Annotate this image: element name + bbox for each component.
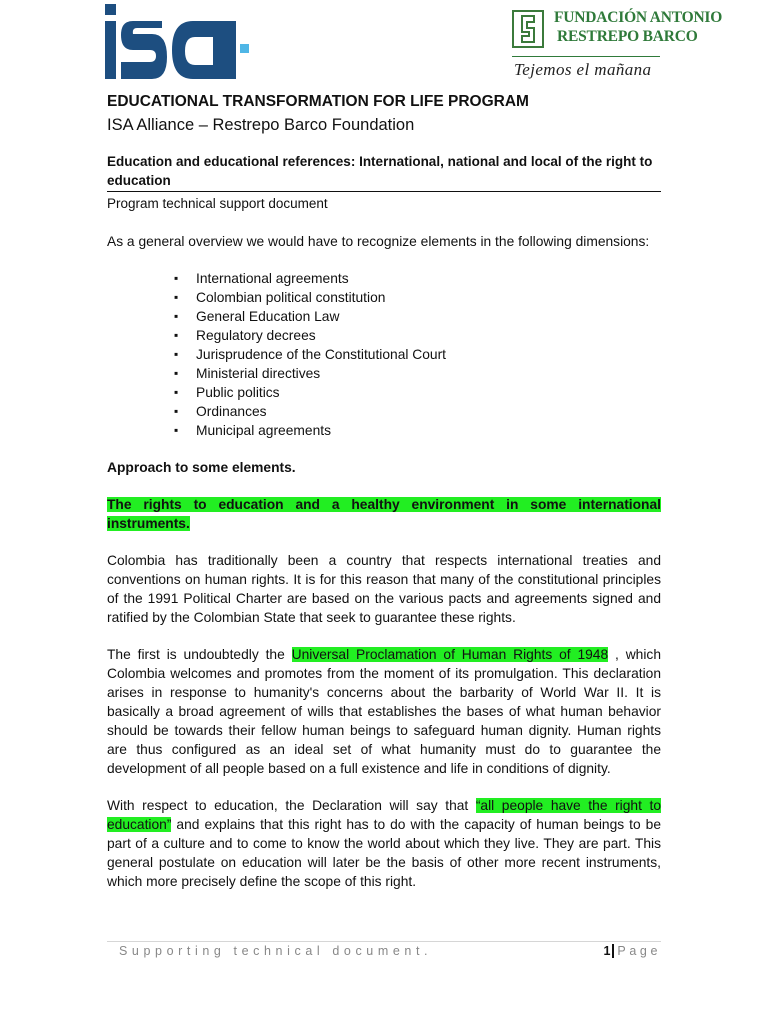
document-type: Program technical support document bbox=[107, 196, 328, 211]
list-item: ▪ International agreements bbox=[174, 269, 661, 288]
isa-logo-graphic bbox=[104, 4, 252, 82]
foundation-divider bbox=[512, 56, 660, 57]
footer-divider bbox=[107, 941, 661, 942]
paragraph-3-rest: and explains that this right has to do with the capacity of human beings to be part of a culture and to come to know the world about which they live. They are part. This general postulate on education will later be the basis of other more recent instruments, which more precisely define the scope of this right. bbox=[107, 817, 661, 889]
paragraph-2-lead: The first is undoubtedly the bbox=[107, 647, 292, 662]
list-item: ▪ Ordinances bbox=[174, 402, 661, 421]
list-item: ▪ General Education Law bbox=[174, 307, 661, 326]
list-item: ▪ Regulatory decrees bbox=[174, 326, 661, 345]
document-title: EDUCATIONAL TRANSFORMATION FOR LIFE PROGRAM bbox=[107, 93, 529, 110]
foundation-logo bbox=[512, 8, 723, 84]
highlighted-heading-text: The rights to education and a healthy environment in some international instruments. bbox=[107, 497, 661, 531]
dimensions-list bbox=[107, 269, 661, 440]
foundation-name bbox=[554, 8, 722, 46]
list-item: ▪ Municipal agreements bbox=[174, 421, 661, 440]
approach-heading: Approach to some elements. bbox=[107, 460, 296, 475]
page-number: 1 bbox=[603, 944, 614, 958]
paragraph-3 bbox=[107, 796, 661, 891]
paragraph-2-rest: , which Colombia welcomes and promotes from the moment of its promulgation. This declaration arises in response to humanity's concerns about the barbarity of World War II. It is basically a broad agreement of wills that establishes the bases of what human behavior should be towards their fellow human beings to safeguard human dignity. Human rights are thus configured as an ideal set of what humanity must do to guarantee the development of all people based on a full existence and life in conditions of dignity. bbox=[107, 647, 661, 776]
footer-page-indicator bbox=[603, 944, 661, 958]
highlight-heading bbox=[107, 495, 661, 533]
footer-document-label: Supporting technical document. bbox=[119, 944, 433, 958]
list-item: ▪ Colombian political constitution bbox=[174, 288, 661, 307]
list-item: ▪ Ministerial directives bbox=[174, 364, 661, 383]
document-body bbox=[107, 92, 661, 891]
list-item: ▪ Public politics bbox=[174, 383, 661, 402]
document-subtitle: ISA Alliance – Restrepo Barco Foundation bbox=[107, 116, 415, 134]
page-label: Page bbox=[617, 944, 661, 958]
foundation-tagline: Tejemos el mañana bbox=[514, 60, 652, 79]
highlighted-quote: “all people have the right to education” bbox=[107, 798, 661, 832]
highlighted-declaration: Universal Proclamation of Human Rights of 1948 bbox=[291, 647, 609, 662]
paragraph-1: Colombia has traditionally been a country that respects international treaties and conventions on human rights. It is for this reason that many of the constitutional principles of the 1991 Political Charter are based on the various pacts and agreements signed and ratified by the Colombian State that seek to guarantee these rights. bbox=[107, 553, 661, 625]
foundation-name-line1: FUNDACIÓN ANTONIO bbox=[554, 9, 723, 26]
isa-logo bbox=[104, 4, 252, 82]
paragraph-3-lead: With respect to education, the Declaration will say that bbox=[107, 798, 476, 813]
paragraph-2 bbox=[107, 645, 661, 778]
intro-paragraph: As a general overview we would have to recognize elements in the following dimensions: bbox=[107, 234, 650, 249]
section-heading: Education and educational references: International, national and local of the right to education bbox=[107, 152, 661, 192]
list-item: ▪ Jurisprudence of the Constitutional Court bbox=[174, 345, 661, 364]
foundation-name-line2: RESTREPO BARCO bbox=[557, 28, 698, 45]
foundation-emblem-icon bbox=[512, 10, 544, 48]
